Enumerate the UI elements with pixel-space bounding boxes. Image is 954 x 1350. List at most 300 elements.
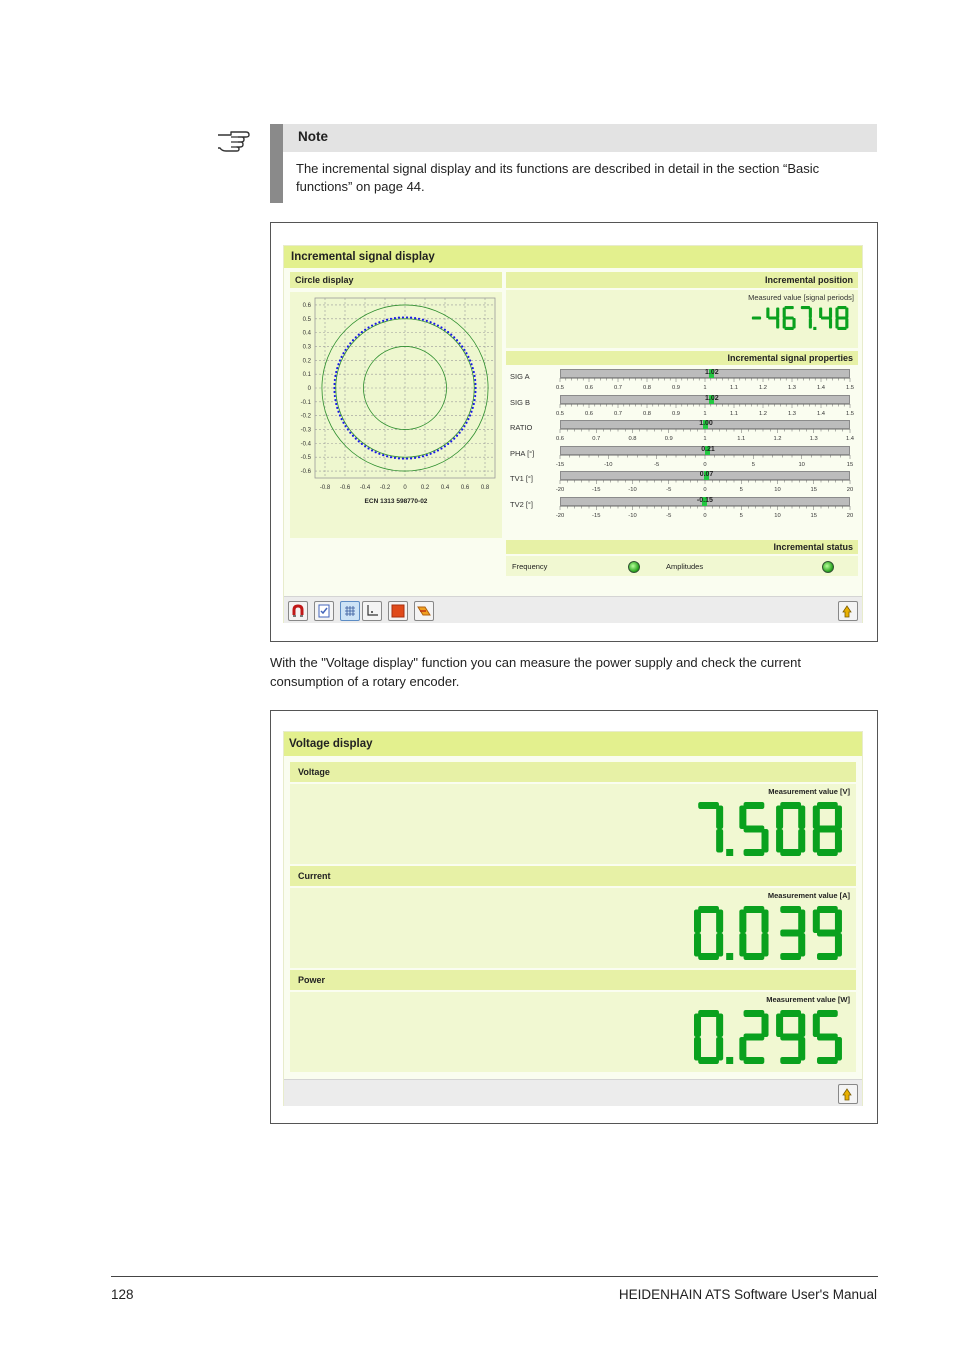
scale-tick-label: 0.7 [613, 410, 623, 417]
scale-tick-label: 1.3 [787, 410, 797, 417]
signal-point [386, 319, 388, 321]
scale-tick-label: 15 [846, 461, 854, 468]
signal-label: RATIO [510, 423, 533, 433]
export-icon [415, 602, 433, 620]
signal-point [402, 316, 404, 318]
signal-value: 1.02 [704, 369, 719, 376]
signal-point [437, 449, 439, 451]
signal-row [506, 443, 858, 468]
y-tick-label: 0.5 [302, 316, 311, 323]
signal-point [402, 457, 404, 459]
digit-3 [780, 906, 805, 960]
decimal-point [726, 953, 733, 960]
incremental-title-bar [284, 246, 862, 268]
signal-point [459, 432, 461, 434]
scale-tick-label: 1.5 [845, 410, 855, 417]
scale-tick-label: 0 [703, 513, 707, 519]
signal-point [361, 443, 363, 445]
scale-tick-label: 1.4 [816, 410, 826, 417]
checklist-icon [315, 602, 333, 620]
x-tick-label: -0.8 [319, 485, 331, 491]
signal-point [444, 445, 446, 447]
signal-point [474, 383, 476, 385]
scale-tick-label: -20 [555, 487, 565, 494]
scale-tick-label: 1.5 [845, 385, 855, 391]
measurement-value-display [694, 1010, 850, 1066]
signal-point [341, 356, 343, 358]
signal-point [371, 324, 373, 326]
signal-value: 1.00 [699, 420, 713, 428]
signal-point [339, 414, 341, 416]
incremental-position-title: Incremental position [764, 275, 853, 285]
signal-row [506, 468, 858, 493]
section-header [290, 762, 856, 782]
signal-point [414, 457, 416, 459]
digit-4 [766, 308, 779, 329]
scale-tick-label: 0.5 [555, 410, 565, 417]
signal-point [394, 457, 396, 459]
measurement-section-current [290, 866, 856, 968]
circle-display-title: Circle display [295, 275, 354, 285]
digit-5 [813, 1010, 842, 1064]
incremental-screenshot-frame [270, 222, 878, 642]
signal-point [469, 414, 471, 416]
signal-point [355, 336, 357, 338]
measurement-section-voltage [290, 762, 856, 864]
signal-bar [560, 420, 850, 429]
signal-label: TV1 [°] [510, 474, 534, 484]
signal-point [347, 428, 349, 430]
scale-tick-label: -15 [592, 487, 601, 494]
scale-tick-label: 0.6 [555, 436, 565, 443]
signal-bar [560, 471, 850, 480]
y-tick-label: 0.2 [302, 358, 311, 365]
y-tick-label: 0.4 [302, 330, 311, 337]
signal-label: SIG B [510, 397, 531, 407]
signal-row [506, 417, 858, 442]
scale-tick-label: 0.6 [584, 410, 594, 417]
measurement-caption: Measurement value [W] [766, 995, 850, 1004]
signal-point [333, 391, 335, 393]
signal-point [453, 336, 455, 338]
digit-7 [801, 306, 812, 328]
signal-point [335, 403, 337, 405]
scale-tick-label: 1.3 [787, 385, 797, 391]
signal-bar [560, 497, 850, 506]
scale-tick-label: 1.2 [758, 385, 768, 391]
digit-6 [783, 306, 796, 330]
scale-tick-label: 20 [846, 487, 854, 494]
signal-point [463, 349, 465, 351]
digit-8 [813, 802, 842, 856]
signal-point [364, 329, 366, 331]
scale-tick-label: 0.9 [664, 436, 673, 443]
circle-display-chart [290, 292, 502, 538]
x-tick-label: -0.4 [359, 485, 371, 491]
circle-display-area [290, 292, 502, 538]
digit-8 [835, 306, 848, 330]
voltage-screenshot-frame [270, 710, 878, 1124]
digit-2 [739, 1010, 768, 1064]
signal-point [378, 453, 380, 455]
signal-point [358, 334, 360, 336]
signal-point [339, 359, 341, 361]
signal-point [361, 331, 363, 333]
signal-point [470, 363, 472, 365]
signal-properties-title: Incremental signal properties [727, 353, 853, 363]
scale-tick-label: 1.2 [758, 410, 768, 417]
signal-point [418, 456, 420, 458]
scale-tick-label: -5 [666, 513, 672, 519]
section-header [290, 866, 856, 886]
signal-point [364, 445, 366, 447]
signal-point [426, 320, 428, 322]
x-tick-label: 0.4 [440, 485, 450, 491]
scale-tick-label: 1.1 [729, 385, 739, 391]
scale-tick-label: 10 [774, 513, 781, 519]
scale-tick-label: 15 [810, 513, 817, 519]
scale-tick-label: 0.8 [628, 436, 637, 443]
signal-point [335, 371, 337, 373]
signal-point [474, 379, 476, 381]
signal-point [418, 318, 420, 320]
scale-tick-label: 1.3 [809, 436, 818, 443]
signal-row [506, 392, 858, 417]
scale-tick-label: 0.9 [671, 410, 681, 417]
signal-point [430, 453, 432, 455]
signal-point [440, 447, 442, 449]
stop-tool-button[interactable] [388, 601, 408, 621]
x-tick-label: -0.6 [339, 485, 351, 491]
signal-point [453, 438, 455, 440]
signal-bar [560, 369, 850, 378]
signal-point [344, 349, 346, 351]
scale-tick-label: 1 [703, 410, 707, 417]
scale-tick-label: -10 [604, 461, 613, 468]
signal-scale [555, 506, 854, 522]
signal-point [390, 318, 392, 320]
scale-tick-label: -15 [592, 513, 601, 519]
signal-point [433, 323, 435, 325]
scale-tick-label: 20 [846, 513, 854, 519]
y-tick-label: -0.5 [300, 455, 311, 462]
magnet-tool-button[interactable] [288, 601, 308, 621]
body-paragraph: With the "Voltage display" function you can measure the power supply and check the current consumption of a rotary encoder. [270, 655, 801, 689]
scale-tick-label: 0.8 [642, 410, 652, 417]
scale-tick-label: 10 [774, 487, 781, 494]
voltage-toolbar [284, 1079, 862, 1106]
incremental-status-row [506, 556, 858, 576]
scale-tick-label: 0.8 [642, 385, 652, 391]
scale-tick-label: 15 [810, 487, 817, 494]
voltage-title-bar [284, 732, 862, 756]
signal-point [467, 356, 469, 358]
signal-point [394, 317, 396, 319]
position-value-display [750, 306, 852, 332]
digit-0 [694, 906, 723, 960]
signal-point [444, 329, 446, 331]
x-tick-label: -0.2 [379, 485, 391, 491]
scale-tick-label: 0.7 [613, 385, 623, 391]
signal-point [472, 367, 474, 369]
digit-- [752, 316, 761, 319]
scale-tick-label: 0.5 [555, 385, 565, 391]
signal-point [371, 449, 373, 451]
scale-tick-label: 5 [739, 513, 743, 519]
signal-point [333, 383, 335, 385]
signal-value: 0.07 [699, 471, 714, 479]
voltage-sections [290, 762, 856, 1076]
signal-value: 1.02 [704, 394, 719, 402]
signal-point [410, 457, 412, 459]
signal-point [344, 425, 346, 427]
signal-point [406, 457, 408, 459]
voltage-display-panel [283, 731, 863, 1106]
signal-point [355, 438, 357, 440]
signal-point [375, 323, 377, 325]
signal-point [375, 451, 377, 453]
section-header [290, 970, 856, 990]
amplitudes-status-led [822, 561, 834, 573]
axes-icon [363, 602, 381, 620]
status-frequency-label: Frequency [512, 562, 548, 571]
incremental-toolbar [284, 596, 862, 623]
note-heading: Note [298, 129, 328, 144]
y-tick-label: -0.3 [300, 427, 311, 434]
digit-7 [698, 802, 723, 852]
signal-point [473, 371, 475, 373]
status-amplitudes-label: Amplitudes [666, 562, 704, 571]
checklist-tool-button[interactable] [314, 601, 334, 621]
signal-value: -0.15 [696, 497, 713, 504]
signal-point [461, 345, 463, 347]
x-tick-label: 0.2 [420, 485, 430, 491]
signal-point [410, 317, 412, 319]
digit-0 [694, 1010, 723, 1064]
scale-tick-label: 5 [751, 461, 755, 468]
signal-point [378, 321, 380, 323]
footer-rule [111, 1276, 878, 1277]
back-button[interactable] [838, 601, 858, 621]
decimal-point [726, 1057, 733, 1064]
signal-point [334, 399, 336, 401]
scale-tick-label: 0.7 [592, 436, 601, 443]
digit-9 [813, 906, 842, 960]
signal-point [382, 320, 384, 322]
decimal-point [813, 327, 816, 330]
signal-point [334, 379, 336, 381]
signal-point [465, 352, 467, 354]
signal-point [473, 403, 475, 405]
signal-point [469, 359, 471, 361]
manual-title: HEIDENHAIN ATS Software User's Manual [618, 1287, 877, 1302]
note-header [283, 124, 877, 152]
stop-icon [389, 602, 407, 620]
digit-9 [776, 1010, 805, 1064]
signal-point [463, 425, 465, 427]
measurement-value-display [694, 802, 850, 858]
signal-point [465, 422, 467, 424]
signal-point [426, 454, 428, 456]
export-tool-button[interactable] [414, 601, 434, 621]
signal-point [475, 387, 477, 389]
signal-point [358, 440, 360, 442]
signal-point [334, 395, 336, 397]
y-tick-label: 0.1 [302, 372, 311, 379]
frequency-status-led [628, 561, 640, 573]
scale-tick-label: 0 [703, 487, 707, 494]
scale-tick-label: -15 [555, 461, 565, 468]
signal-point [472, 407, 474, 409]
incremental-title: Incremental signal display [291, 251, 435, 263]
back-arrow-icon [839, 602, 857, 620]
scale-tick-label: -5 [654, 461, 660, 468]
signal-point [473, 399, 475, 401]
note-bar [270, 124, 283, 203]
back-arrow-icon [839, 1085, 857, 1103]
incremental-position-area [506, 290, 858, 348]
signal-point [474, 395, 476, 397]
signal-row [506, 366, 858, 391]
axes-tool-button[interactable] [362, 601, 382, 621]
signal-point [422, 319, 424, 321]
signal-point [470, 411, 472, 413]
digit-0 [739, 906, 768, 960]
signal-bar [560, 446, 850, 455]
signal-point [430, 321, 432, 323]
signal-row [506, 494, 858, 519]
x-tick-label: 0.8 [480, 485, 490, 491]
measured-value-caption: Measured value [signal periods] [748, 293, 854, 302]
scale-tick-label: 5 [739, 487, 743, 494]
scale-tick-label: 1 [703, 436, 707, 443]
signal-point [433, 451, 435, 453]
signal-point [336, 367, 338, 369]
incremental-status-title: Incremental status [773, 542, 853, 552]
scale-tick-label: 1.2 [773, 436, 782, 443]
magnet-icon [289, 602, 307, 620]
signal-point [447, 443, 449, 445]
scale-tick-label: 1.4 [816, 385, 826, 391]
signal-point [450, 334, 452, 336]
signal-label: SIG A [510, 372, 530, 381]
digit-0 [776, 802, 805, 856]
encoder-label: ECN 1313 598770-02 [364, 498, 428, 505]
signal-point [467, 418, 469, 420]
decimal-point [726, 849, 733, 856]
scale-tick-label: 1.1 [737, 436, 746, 443]
scale-tick-label: 1 [703, 385, 707, 391]
section-name: Current [298, 871, 331, 881]
x-tick-label: 0 [403, 485, 407, 491]
y-tick-label: -0.2 [300, 413, 311, 420]
section-value-area [290, 888, 856, 968]
signal-point [333, 387, 335, 389]
incremental-status-header [506, 540, 858, 554]
y-tick-label: -0.4 [300, 441, 311, 448]
signal-point [347, 345, 349, 347]
signal-point [447, 331, 449, 333]
signal-point [382, 454, 384, 456]
signal-point [440, 326, 442, 328]
signal-point [367, 447, 369, 449]
signal-label: TV2 [°] [510, 500, 534, 509]
incremental-signal-panel [283, 245, 863, 623]
signal-point [342, 422, 344, 424]
signal-point [342, 352, 344, 354]
scale-tick-label: 1.1 [729, 410, 739, 417]
signal-point [459, 342, 461, 344]
y-tick-label: 0.6 [302, 302, 311, 309]
section-value-area [290, 992, 856, 1072]
y-tick-label: 0 [307, 386, 311, 392]
section-name: Voltage [298, 767, 330, 777]
signal-point [349, 342, 351, 344]
signal-point [398, 457, 400, 459]
scale-tick-label: 0.9 [671, 385, 681, 391]
scale-tick-label: 1.4 [845, 436, 855, 443]
digit-4 [819, 308, 832, 329]
scale-tick-label: -20 [555, 513, 565, 519]
x-tick-label: 0.6 [460, 485, 470, 491]
grid-tool-button[interactable] [340, 601, 360, 621]
signal-value: 0.21 [701, 445, 715, 453]
signal-point [352, 435, 354, 437]
signal-bar [560, 395, 850, 404]
y-tick-label: 0.3 [302, 344, 311, 351]
signal-point [406, 316, 408, 318]
signal-point [474, 391, 476, 393]
signal-point [349, 432, 351, 434]
scale-tick-label: -10 [628, 487, 637, 494]
y-tick-label: -0.6 [300, 469, 311, 476]
signal-point [437, 324, 439, 326]
pointing-hand-icon [216, 126, 250, 152]
digit-5 [739, 802, 768, 856]
section-value-area [290, 784, 856, 864]
signal-point [337, 411, 339, 413]
signal-point [414, 317, 416, 319]
signal-point [398, 317, 400, 319]
scale-tick-label: -5 [666, 487, 672, 494]
note-text: The incremental signal display and its functions are described in detail in the section “Basic functions” on page 44. [296, 161, 820, 194]
signal-properties-list [506, 366, 858, 536]
signal-point [386, 455, 388, 457]
voltage-back-button[interactable] [838, 1084, 858, 1104]
scale-tick-label: 0 [703, 461, 707, 468]
signal-point [352, 339, 354, 341]
signal-properties-header [506, 351, 858, 365]
signal-point [336, 407, 338, 409]
signal-point [337, 363, 339, 365]
signal-point [390, 456, 392, 458]
signal-point [456, 435, 458, 437]
signal-point [422, 455, 424, 457]
signal-point [473, 375, 475, 377]
y-tick-label: -0.1 [300, 399, 311, 406]
measurement-section-power [290, 970, 856, 1072]
incremental-position-header [506, 272, 858, 288]
voltage-title: Voltage display [289, 738, 373, 750]
scale-tick-label: -10 [628, 513, 637, 519]
signal-point [341, 418, 343, 420]
measurement-value-display [694, 906, 850, 962]
signal-point [367, 326, 369, 328]
signal-point [456, 339, 458, 341]
page-number: 128 [111, 1287, 134, 1302]
section-name: Power [298, 975, 326, 985]
signal-point [461, 428, 463, 430]
